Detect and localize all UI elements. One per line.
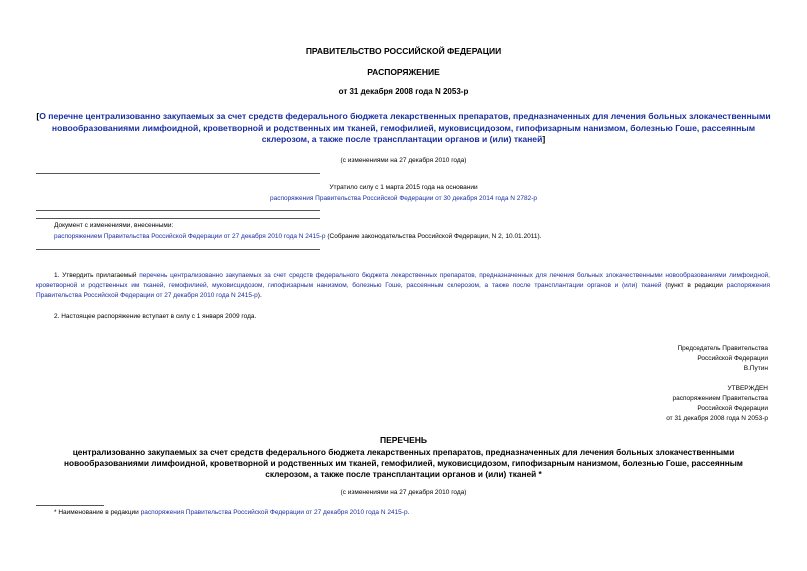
list-subtitle: централизованно закупаемых за счет средств федерального бюджета лекарственных препаратов, предназначенных для лечения больных злокачественными новообразованиями лимфоидной, кроветворной и родственных им тканей, гемофилией, муковисцидозом, гипофизарным нанизмом, болезнью Гоше, рассеянным склерозом, а также после трансплантации органов и (или) тканей * <box>64 447 743 480</box>
changes-note: (с изменениями на 27 декабря 2010 года) <box>340 157 467 164</box>
title-bracket-close: ] <box>542 134 546 145</box>
divider <box>36 173 320 174</box>
title-link[interactable]: О перечне централизованно закупаемых за счет средств федерального бюджета лекарственных препаратов, предназначенных для лечения больных злокачественными новообразованиями лимфоидной, кроветворной и родственных им тканей, гемофилией, муковисцидозом, гипофизарным нанизмом, болезнью Гоше, рассеянным склерозом, а также после трансплантации органов и (или) тканей <box>39 111 771 145</box>
document-title <box>36 111 771 146</box>
para1-end: ). <box>257 292 262 300</box>
list-heading: ПЕРЕЧЕНЬ <box>379 435 427 445</box>
divider <box>36 210 320 211</box>
divider <box>36 218 320 219</box>
approved-date: от 31 декабря 2008 года N 2053-р <box>666 415 768 423</box>
amendments-tail: (Собрание законодательства Российской Федерации, N 2, 10.01.2011). <box>325 233 542 240</box>
signature-country: Российской Федерации <box>697 355 768 363</box>
paragraph-1 <box>36 271 770 301</box>
footnote-text: * Наименование в редакции <box>54 509 141 516</box>
approved-block <box>500 384 768 424</box>
expired-text: Утратило силу с 1 марта 2015 года на основании <box>329 184 478 191</box>
para1-num: 1. Утвердить прилагаемый <box>54 272 140 279</box>
footnote-link[interactable]: распоряжения Правительства Российской Федерации от 27 декабря 2010 года N 2415-р <box>140 509 408 516</box>
doc-date-number: от 31 декабря 2008 года N 2053-р <box>338 87 469 96</box>
expired-link-line <box>0 195 807 203</box>
footnote <box>54 509 409 517</box>
signature-block <box>500 344 768 374</box>
amendments-label: Документ с изменениями, внесенными: <box>54 222 174 229</box>
amendments-link[interactable]: распоряжением Правительства Российской Федерации от 27 декабря 2010 года N 2415-р <box>54 233 326 240</box>
expired-link[interactable]: распоряжения Правительства Российской Федерации от 30 декабря 2014 года N 2782-р <box>270 195 537 202</box>
para1-amend-link[interactable]: распоряжения Правительства Российской Федерации от 27 декабря 2010 года N 2415-р <box>36 282 770 300</box>
signature-title: Председатель Правительства <box>677 345 768 352</box>
amendments-line <box>54 233 774 241</box>
approved-label: УТВЕРЖДЕН <box>727 385 768 392</box>
footnote-end: . <box>407 509 410 516</box>
para1-list-link[interactable]: перечень централизованно закупаемых за счет средств федерального бюджета лекарственных препаратов, предназначенных для лечения больных злокачественными новообразованиями лимфоидной, кроветворной и родственных им тканей, гемофилией, муковисцидозом, гипофизарным нанизмом, болезнью Гоше, рассеянным склерозом, а также после трансплантации органов и (или) тканей <box>36 272 770 290</box>
signature-name: В.Путин <box>743 365 768 373</box>
approved-by: распоряжением Правительства <box>672 395 768 403</box>
footnote-divider <box>36 505 104 506</box>
list-changes-note: (с изменениями на 27 декабря 2010 года) <box>340 489 467 496</box>
doc-type-heading: РАСПОРЯЖЕНИЕ <box>367 67 440 77</box>
gov-heading: ПРАВИТЕЛЬСТВО РОССИЙСКОЙ ФЕДЕРАЦИИ <box>305 46 502 56</box>
approved-country: Российской Федерации <box>697 405 768 413</box>
paragraph-2: 2. Настоящее распоряжение вступает в силу с 1 января 2009 года. <box>54 313 257 320</box>
divider <box>36 249 320 250</box>
title-bracket-open: [ <box>36 111 40 121</box>
para1-mid: (пункт в редакции <box>661 282 727 290</box>
